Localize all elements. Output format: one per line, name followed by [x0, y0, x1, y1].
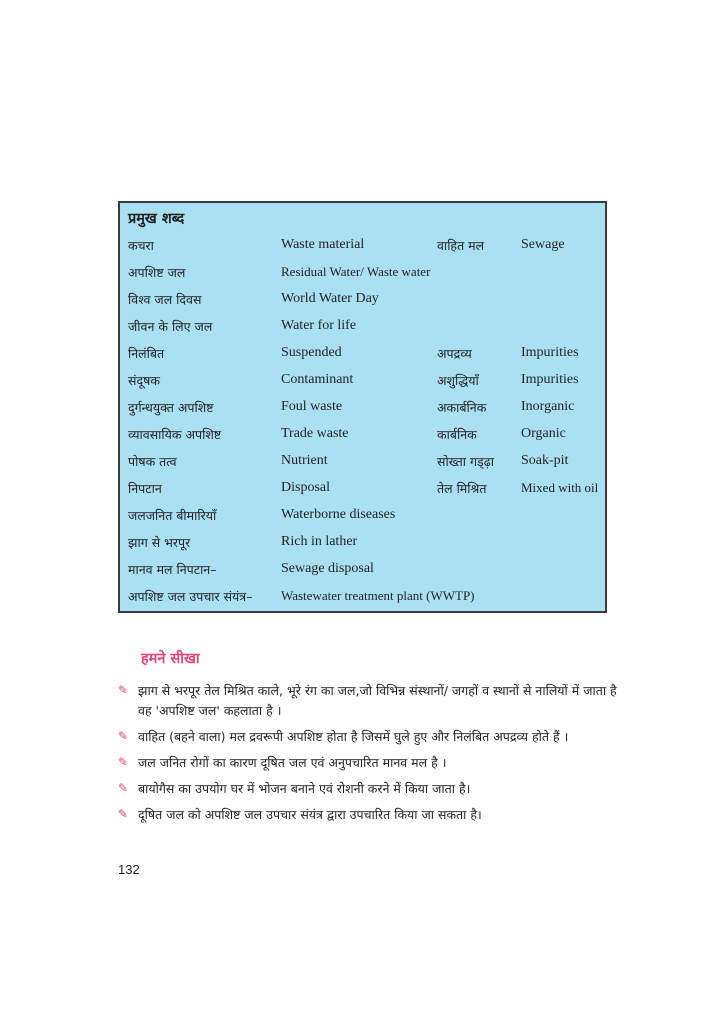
learned-point [118, 779, 618, 799]
pencil-icon: ✎ [118, 683, 129, 697]
pencil-icon: ✎ [118, 729, 129, 743]
term-hindi: पोषक तत्व [128, 454, 177, 469]
term-hindi-2: वाहित मल [437, 238, 485, 253]
term-english: Water for life [281, 318, 357, 333]
term-hindi-2: अशुद्धियाँ [437, 373, 479, 388]
learned-point [118, 681, 618, 721]
term-english: Contaminant [281, 372, 354, 387]
key-term-row [120, 399, 605, 426]
key-term-row [120, 372, 605, 399]
key-term-row [120, 426, 605, 453]
term-english: Sewage disposal [281, 561, 374, 576]
term-english: Rich in lather [281, 534, 358, 549]
term-hindi-2: कार्बनिक [437, 427, 477, 442]
term-english: Nutrient [281, 453, 328, 468]
key-term-row [120, 318, 605, 345]
term-english-2: Soak-pit [521, 453, 569, 468]
key-term-row [120, 561, 605, 588]
learned-point-text: बायोगैस का उपयोग घर में भोजन बनाने एवं रोशनी करने में किया जाता है। [138, 781, 471, 796]
term-english: Suspended [281, 345, 342, 360]
pencil-icon: ✎ [118, 755, 129, 769]
term-english-2: Organic [521, 426, 566, 441]
key-terms-box [118, 201, 607, 613]
term-hindi: कचरा [128, 238, 154, 253]
key-term-row [120, 345, 605, 372]
key-term-row [120, 480, 605, 507]
key-term-row [120, 453, 605, 480]
term-english: Waste material [281, 237, 365, 252]
pencil-icon: ✎ [118, 781, 129, 795]
learned-title: हमने सीखा [141, 651, 200, 667]
term-english: Trade waste [281, 426, 349, 441]
learned-point-text: जल जनित रोगों का कारण दूषित जल एवं अनुपचारित मानव मल है । [138, 755, 447, 770]
key-term-row [120, 534, 605, 561]
key-terms-heading: प्रमुख शब्द [128, 211, 185, 227]
term-hindi: जलजनित बीमारियाँ [128, 508, 217, 523]
key-term-row [120, 237, 605, 264]
key-term-row [120, 507, 605, 534]
term-english: Disposal [281, 480, 330, 495]
term-hindi: निपटान [128, 481, 162, 496]
term-hindi: जीवन के लिए जल [128, 319, 213, 334]
term-hindi-2: तेल मिश्रित [437, 481, 487, 496]
term-english-2: Sewage [521, 237, 565, 252]
term-english-2: Impurities [521, 345, 579, 360]
term-hindi: निलंबित [128, 346, 165, 361]
learned-point-text: झाग से भरपूर तेल मिश्रित काले, भूरे रंग का जल,जो विभिन्न संस्थानों/ जगहों व स्थानों से नालियों में जाता है वह 'अपशिष्ट जल' कहलाता है । [138, 683, 617, 718]
term-english: Residual Water/ Waste water [281, 264, 431, 279]
term-english: Waterborne diseases [281, 507, 396, 522]
learned-point [118, 805, 618, 825]
pencil-icon: ✎ [118, 807, 129, 821]
term-hindi-2: अपद्रव्य [437, 346, 472, 361]
term-english: Foul waste [281, 399, 343, 414]
key-term-row [120, 291, 605, 318]
learned-point [118, 753, 618, 773]
term-english: World Water Day [281, 291, 379, 306]
learned-point-text: वाहित (बहने वाला) मल द्रवरूपी अपशिष्ट होता है जिसमें घुले हुए और निलंबित अपद्रव्य होते हैं । [138, 729, 569, 744]
term-hindi: दुर्गन्धयुक्त अपशिष्ट [128, 400, 214, 415]
term-hindi: संदूषक [128, 373, 160, 388]
term-hindi: व्यावसायिक अपशिष्ट [128, 427, 222, 442]
term-hindi: मानव मल निपटान– [128, 562, 217, 577]
learned-point [118, 727, 618, 747]
key-term-row [120, 588, 605, 615]
term-hindi-2: अकार्बनिक [437, 400, 487, 415]
term-english-2: Inorganic [521, 399, 575, 414]
term-hindi: अपशिष्ट जल [128, 265, 186, 280]
term-hindi: झाग से भरपूर [128, 535, 191, 550]
term-english-2: Mixed with oil [521, 480, 599, 495]
term-english: Wastewater treatment plant (WWTP) [281, 588, 475, 603]
term-hindi: अपशिष्ट जल उपचार संयंत्र– [128, 589, 253, 604]
page-number: 132 [118, 862, 140, 877]
term-english-2: Impurities [521, 372, 579, 387]
learned-points-list [118, 681, 618, 831]
key-term-row [120, 264, 605, 291]
learned-point-text: दूषित जल को अपशिष्ट जल उपचार संयंत्र द्वारा उपचारित किया जा सकता है। [138, 807, 482, 822]
term-hindi-2: सोख्ता गड्ढ़ा [437, 454, 495, 469]
term-hindi: विश्व जल दिवस [128, 292, 202, 307]
